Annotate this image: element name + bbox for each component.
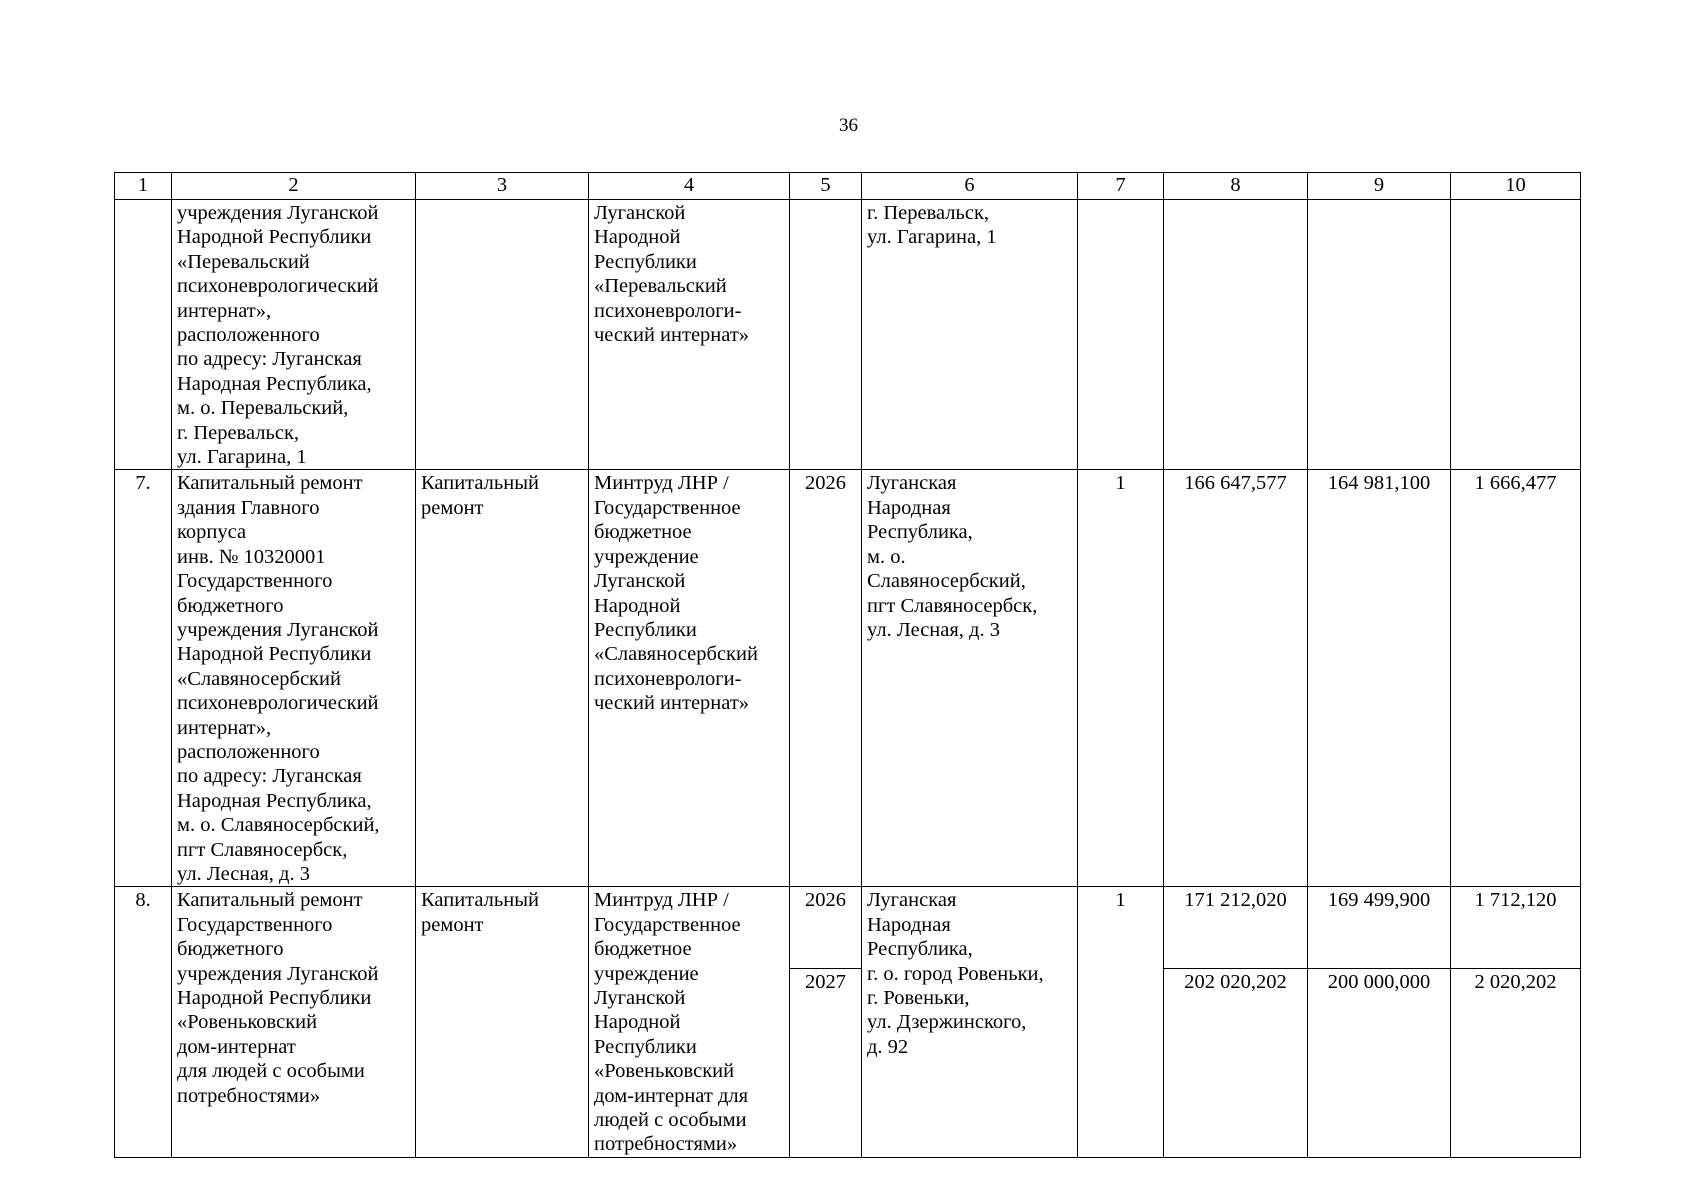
col8-cell: 166 647,577	[1164, 470, 1308, 887]
column-header: 10	[1451, 173, 1581, 200]
customer-cell: Луганской Народной Республики «Перевальский психоневрологи- ческий интернат»	[589, 200, 790, 470]
year-value: 2027	[805, 971, 846, 994]
col10-cell: 1 666,477	[1451, 470, 1581, 887]
amount-value: 171 212,020	[1164, 887, 1307, 969]
year-cell	[790, 200, 862, 470]
object-list-table	[114, 172, 1581, 1158]
column-header: 3	[416, 173, 589, 200]
work-type-cell: Капитальный ремонт	[416, 470, 589, 887]
location-cell: г. Перевальск, ул. Гагарина, 1	[862, 200, 1078, 470]
object-name-cell: Капитальный ремонт здания Главного корпуса инв. № 10320001 Государственного бюджетного учреждения Луганской Народной Республики «Славяносербский психоневрологический интернат», расположенного по адресу: Луганская Народная Республика, м. о. Славяносербский, пгт Славяносербск, ул. Лесная, д. 3	[172, 470, 416, 887]
column-header: 8	[1164, 173, 1308, 200]
row-number-cell: 8.	[115, 887, 172, 1157]
col7-cell	[1078, 200, 1164, 470]
col8-cell	[1164, 887, 1308, 1157]
work-type-cell: Капитальный ремонт	[416, 887, 589, 1157]
column-header: 5	[790, 173, 862, 200]
amount-value: 1 712,120	[1451, 887, 1580, 969]
col9-cell: 164 981,100	[1308, 470, 1451, 887]
column-header: 9	[1308, 173, 1451, 200]
customer-cell: Минтруд ЛНР / Государственное бюджетное учреждение Луганской Народной Республики «Славяносербский психоневрологи- ческий интернат»	[589, 470, 790, 887]
col9-cell	[1308, 887, 1451, 1157]
year-cell: 2026	[790, 470, 862, 887]
amount-value: 200 000,000	[1327, 971, 1431, 994]
col10-cell	[1451, 200, 1581, 470]
column-header: 6	[862, 173, 1078, 200]
column-header: 1	[115, 173, 172, 200]
col7-cell: 1	[1078, 470, 1164, 887]
table-row-continuation	[115, 200, 1581, 470]
year-cell	[790, 887, 862, 1157]
col9-cell	[1308, 200, 1451, 470]
location-cell: Луганская Народная Республика, м. о. Славяносербский, пгт Славяносербск, ул. Лесная, д. 3	[862, 470, 1078, 887]
work-type-cell	[416, 200, 589, 470]
location-cell: Луганская Народная Республика, г. о. город Ровеньки, г. Ровеньки, ул. Дзержинского, д. 92	[862, 887, 1078, 1157]
col7-cell: 1	[1078, 887, 1164, 1157]
customer-cell: Минтруд ЛНР / Государственное бюджетное учреждение Луганской Народной Республики «Ровеньковский дом-интернат для людей с особыми потребностями»	[589, 887, 790, 1157]
amount-value: 202 020,202	[1184, 971, 1287, 994]
row-number-cell: 7.	[115, 470, 172, 887]
table-row	[115, 470, 1581, 887]
col10-cell	[1451, 887, 1581, 1157]
object-name-cell: Капитальный ремонт Государственного бюджетного учреждения Луганской Народной Республики «Ровеньковский дом-интернат для людей с особыми потребностями»	[172, 887, 416, 1157]
column-header: 4	[589, 173, 790, 200]
amount-value: 2 020,202	[1474, 971, 1557, 994]
column-header: 7	[1078, 173, 1164, 200]
page-number: 36	[839, 115, 858, 136]
amount-value: 169 499,900	[1308, 887, 1450, 969]
table-row	[115, 887, 1581, 1157]
object-name-cell: учреждения Луганской Народной Республики «Перевальский психоневрологический интернат», расположенного по адресу: Луганская Народная Республика, м. о. Перевальский, г. Перевальск, ул. Гагарина, 1	[172, 200, 416, 470]
col8-cell	[1164, 200, 1308, 470]
column-header: 2	[172, 173, 416, 200]
row-number-cell	[115, 200, 172, 470]
year-value: 2026	[790, 887, 861, 969]
column-number-row	[115, 173, 1581, 200]
